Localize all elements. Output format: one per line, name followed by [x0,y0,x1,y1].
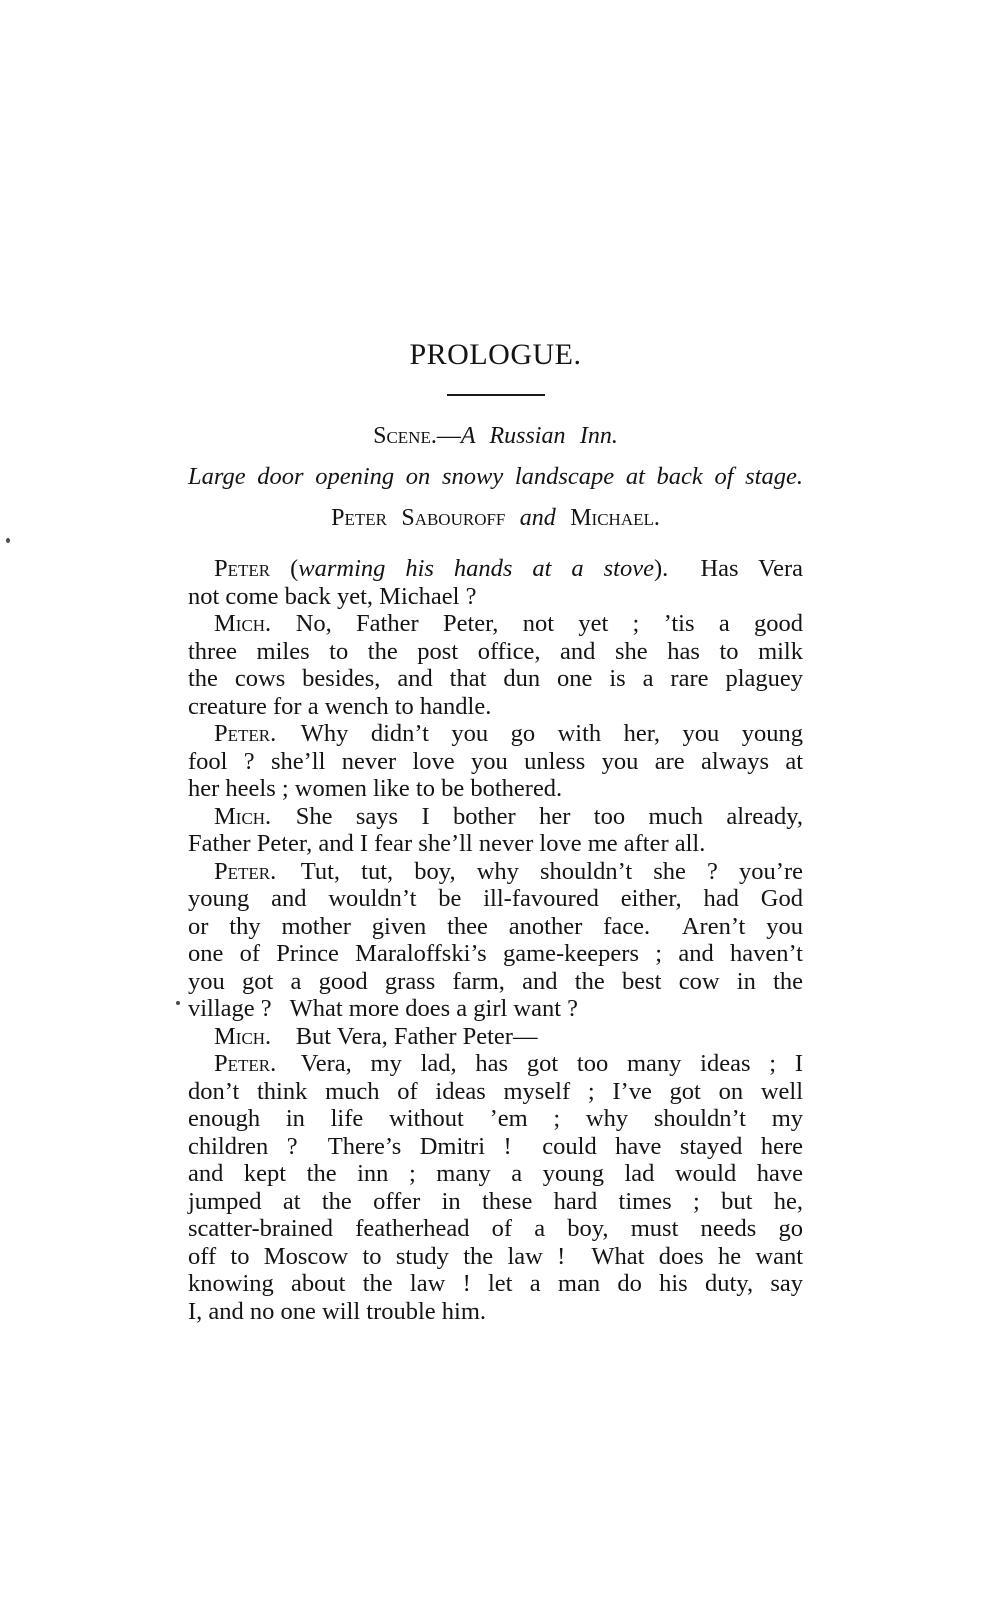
speaker-name: Mich. [214,802,272,830]
line-text: ( [270,555,299,582]
scan-ink-speck [176,1001,180,1005]
line-text: Vera, my lad, has got too many ideas ; I [276,1050,803,1077]
line-text: But Vera, Father Peter— [271,1022,538,1050]
scene-label: Scene. [373,423,437,449]
line-text: ). Has Vera [653,555,803,582]
dialogue-line: creature for a wench to handle. [188,692,492,720]
dialogue-line [188,858,803,886]
cast-line [188,505,803,531]
speaker-name: Peter [214,555,271,582]
dialogue-line [188,1050,803,1078]
line-text: Tut, tut, boy, why shouldn’t she ? you’re [276,857,803,885]
inline-stage-direction: warming his hands at a stove [298,555,654,582]
cast-name-michael: Michael. [570,505,660,531]
dialogue-line: one of Prince Maraloffski’s game-keepers ; and haven’t [188,940,803,967]
speaker-name: Peter. [214,857,277,885]
scene-heading [188,423,803,449]
dialogue-line: three miles to the post office, and she has to milk [188,637,803,665]
cast-conjunction: and [505,505,571,531]
scene-dash: — [436,423,461,449]
line-text: No, Father Peter, not yet ; ’tis a good [271,610,803,637]
dialogue-line: fool ? she’ll never love you unless you are always at [188,747,803,775]
dialogue-body [188,555,803,1325]
dialogue-line: off to Moscow to study the law ! What does he want [188,1242,803,1270]
dialogue-line: and kept the inn ; many a young lad would have [188,1160,803,1187]
dialogue-line: enough in life without ’em ; why shouldn’t my [188,1105,803,1132]
speaker-name: Mich. [214,1022,272,1050]
scan-ink-speck [6,538,10,543]
dialogue-line: young and wouldn’t be ill-favoured either, had God [188,885,803,912]
dialogue-line: her heels ; women like to be bothered. [188,775,563,802]
dialogue-line [188,1023,803,1051]
dialogue-line: I, and no one will trouble him. [188,1297,487,1325]
stage-direction: Large door opening on snowy landscape at back of stage. [188,463,803,490]
dialogue-line: you got a good grass farm, and the best cow in the [188,967,803,995]
speaker-name: Peter. [214,1050,277,1077]
dialogue-line [188,803,803,831]
dialogue-line [188,555,803,583]
text-block [188,0,803,1325]
dialogue-line: scatter-brained featherhead of a boy, must needs go [188,1215,803,1242]
line-text: Why didn’t you go with her, you young [276,720,803,747]
dialogue-line: village ? What more does a girl want ? [188,995,579,1022]
dialogue-line: the cows besides, and that dun one is a rare plaguey [188,665,803,692]
dialogue-line: or thy mother given thee another face. Aren’t you [188,912,803,940]
line-text: She says I bother her too much already, [271,802,803,830]
dialogue-line: don’t think much of ideas myself ; I’ve got on well [188,1077,803,1105]
page-title: PROLOGUE. [409,338,582,371]
dialogue-line: jumped at the offer in these hard times ; but he, [188,1187,803,1215]
speaker-name: Peter. [214,720,277,747]
dialogue-line [188,610,803,638]
dialogue-line: not come back yet, Michael ? [188,582,477,610]
scene-name: A Russian Inn. [460,423,618,449]
dialogue-line [188,720,803,748]
dialogue-line: knowing about the law ! let a man do his duty, say [188,1270,803,1297]
dialogue-line: Father Peter, and I fear she’ll never love me after all. [188,830,706,857]
cast-name-peter-sabouroff: Peter Sabouroff [331,505,506,531]
title-divider-rule [447,394,545,396]
speaker-name: Mich. [214,610,272,637]
dialogue-line: children ? There’s Dmitri ! could have stayed here [188,1132,803,1160]
